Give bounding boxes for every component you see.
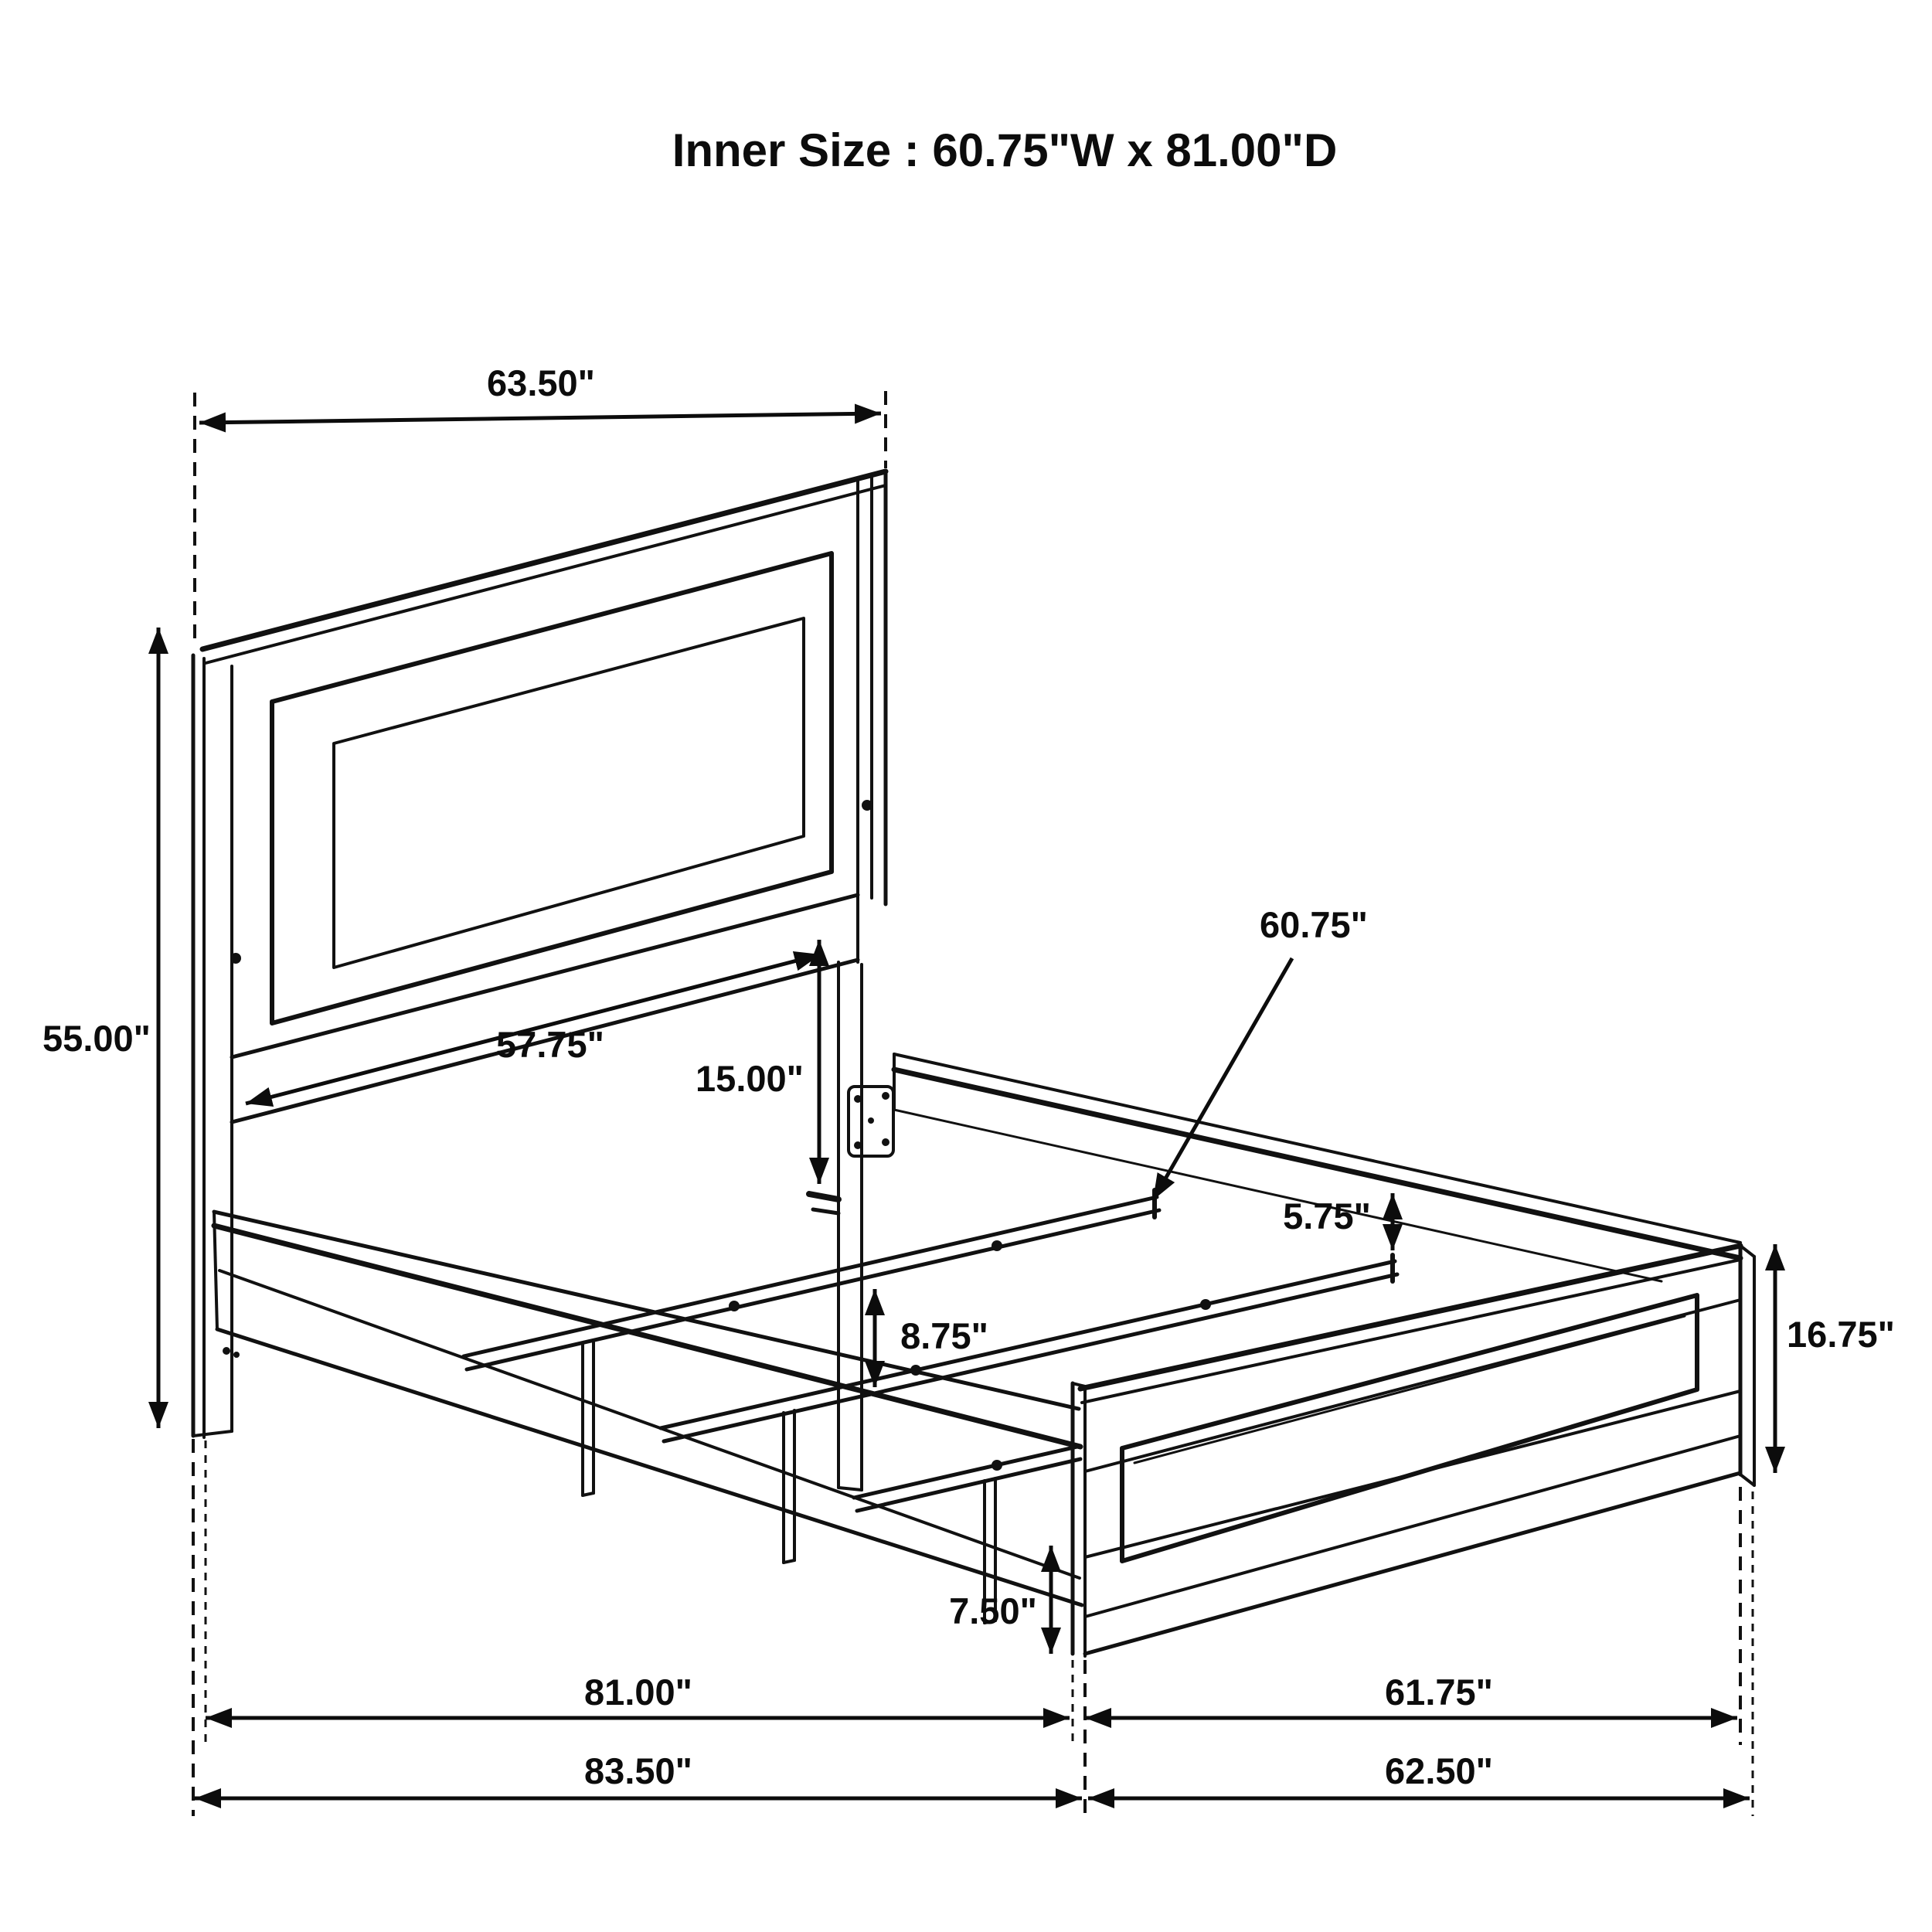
headboard-screw-right [862,800,872,811]
rail-hook-upper [809,1194,838,1199]
footboard-base-rail-top [1085,1436,1740,1617]
support-leg-2-foot [784,1560,794,1563]
dim-label-rail-to-slat-drop: 5.75" [1283,1196,1371,1236]
rail-left-end [214,1212,217,1329]
headboard-left-leg-foot [193,1431,232,1436]
footboard-right-top-close [1740,1246,1754,1257]
rail-bottom-edge [217,1329,1082,1605]
footboard-bottom-band-line [1085,1391,1740,1557]
slat-hole [992,1240,1002,1251]
dim-label-footboard-width: 62.50" [1385,1750,1493,1791]
slat-rail-3-bottom [857,1459,1080,1511]
support-leg-1-foot [583,1493,594,1495]
footboard-top-edge [1080,1246,1740,1389]
dim-headboard-height [43,628,158,1428]
slat-rail-1-top [464,1197,1157,1356]
dim-footboard-width [1088,1750,1750,1798]
slat-hole [910,1365,921,1376]
dim-label-overall-length: 83.50" [584,1750,692,1791]
footboard-right-bottom-close [1740,1475,1754,1485]
footboard-top-band-line [1085,1300,1740,1471]
dim-overall-length [195,1750,1082,1798]
slat-hole [1200,1299,1211,1310]
headboard-screw-left [230,953,241,964]
dim-label-headboard-width: 63.50" [487,362,595,403]
slat-rail-1-bottom [467,1210,1159,1369]
dim-label-headboard-post-height: 15.00" [696,1058,804,1099]
headboard-panel-inner [334,618,804,968]
dimension-annotations [43,362,1895,1798]
rail-inner-ledge [894,1110,1662,1281]
dim-headboard-width [199,362,881,423]
dim-inner-length [206,1672,1070,1718]
dim-arrow-headboard-width [199,413,881,423]
rail-pin-left [223,1347,230,1355]
dim-label-inner-length: 81.00" [584,1672,692,1713]
plate-bolt [882,1092,889,1100]
dim-footboard-height [1775,1244,1895,1473]
dim-label-slat-length: 60.75" [1260,904,1368,945]
rail-hook-lower [813,1209,838,1213]
plate-bolt-center [868,1117,874,1124]
footboard-top-edge-inner [1082,1260,1740,1403]
side-rail-right [894,1054,1740,1281]
plate-bolt [882,1138,889,1146]
dim-footboard-inner-width [1085,1672,1737,1718]
plate-bolt [854,1095,862,1103]
plate-bolt [854,1141,862,1149]
side-rail-left [214,1212,1082,1605]
rail-top-back-edge [214,1212,1079,1409]
slat-hole [729,1301,740,1311]
headboard-right-leg-foot [838,1488,862,1490]
page-title: Inner Size : 60.75"W x 81.00"D [672,124,1338,176]
slat-rail-3-top [854,1446,1080,1498]
footboard-bottom-edge [1085,1473,1740,1654]
footboard [1073,1246,1754,1656]
headboard-top-edge-inner [206,485,886,663]
dim-label-under-rail-clearance: 7.50" [949,1590,1037,1631]
dim-label-headboard-inner-width: 57.75" [496,1024,604,1065]
dim-label-headboard-height: 55.00" [43,1018,151,1059]
dim-label-slat-clearance: 8.75" [900,1315,988,1356]
footboard-panel-inner-line [1134,1316,1685,1463]
dim-rail-to-slat-drop [1283,1193,1393,1250]
rail-pin-left2 [233,1352,240,1358]
leader-slat-length [1153,958,1292,1200]
dim-label-footboard-height: 16.75" [1787,1314,1895,1355]
slat-hole [992,1460,1002,1471]
dim-label-footboard-inner-width: 61.75" [1385,1672,1493,1713]
dim-slat-length [1153,904,1368,1200]
